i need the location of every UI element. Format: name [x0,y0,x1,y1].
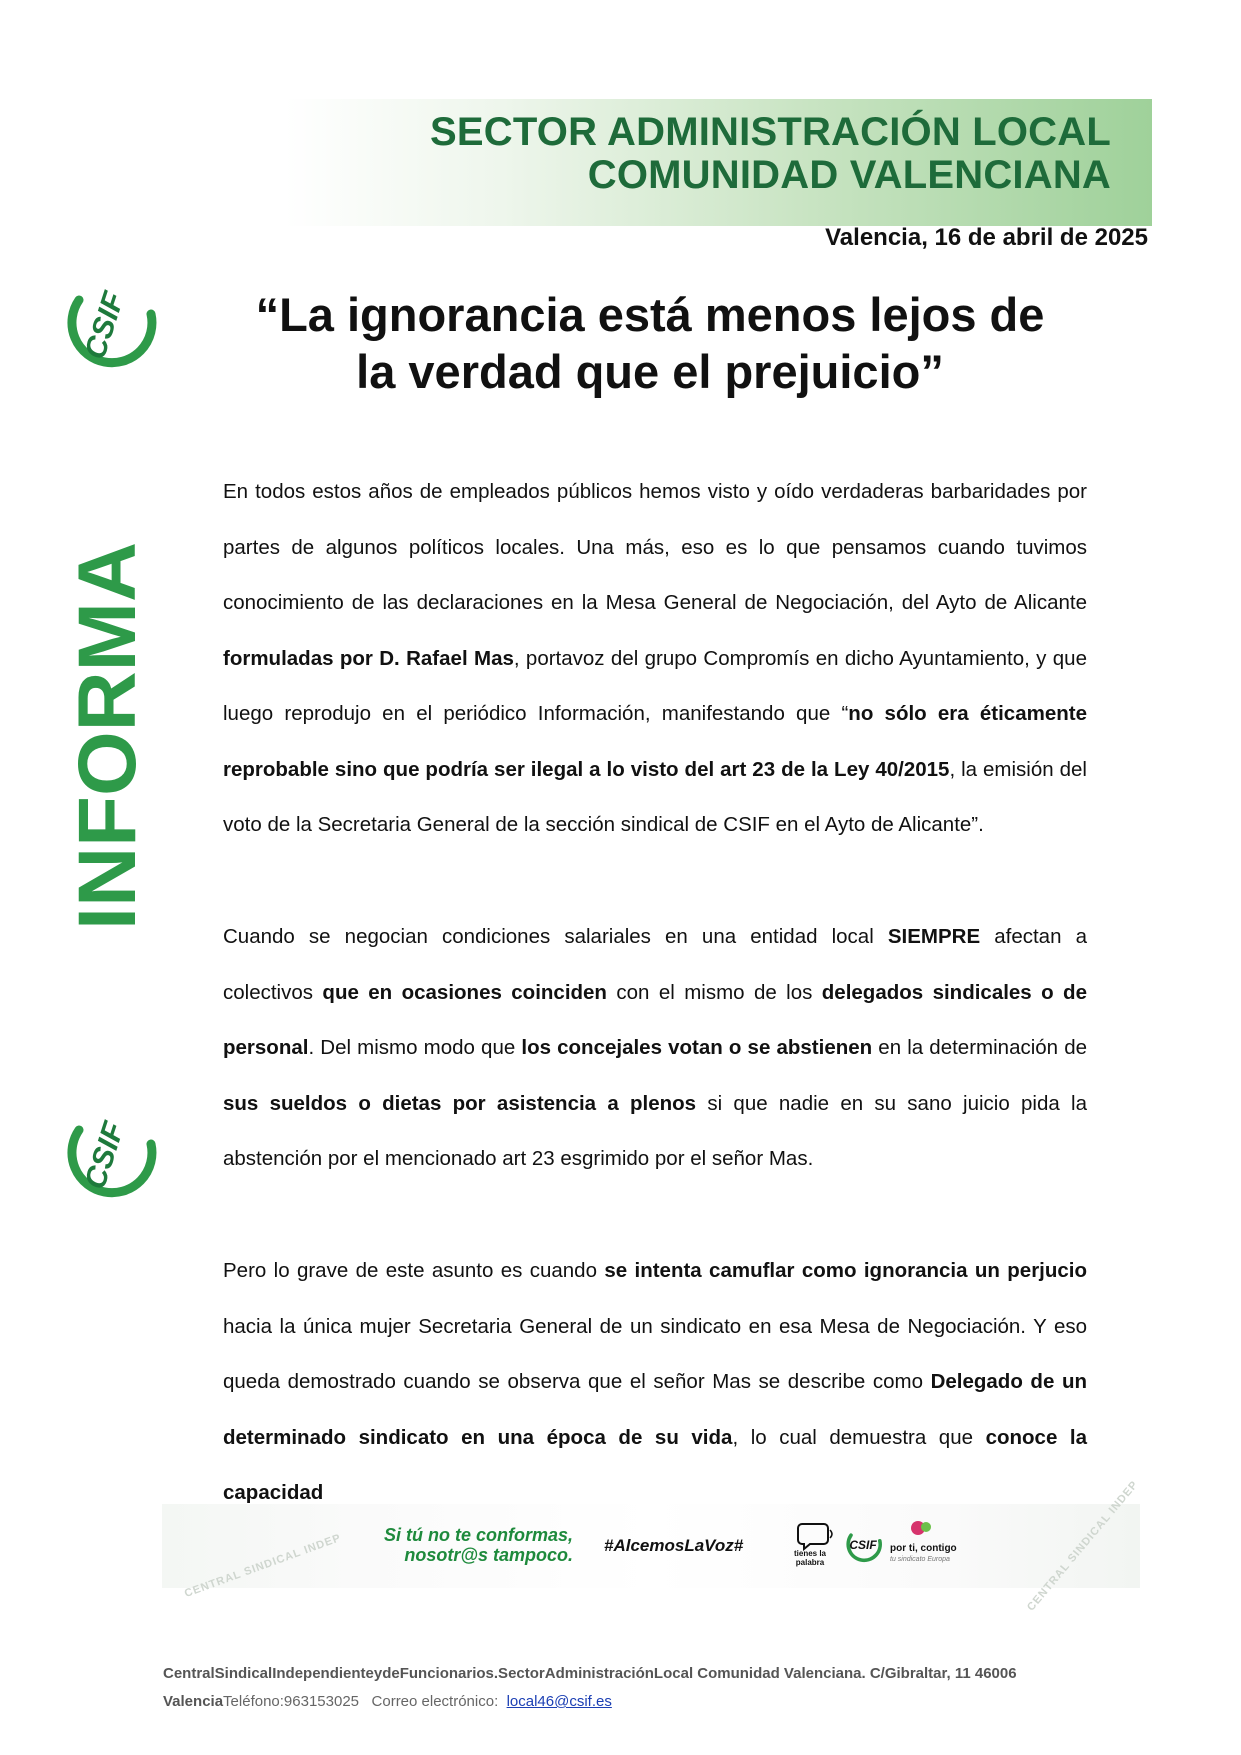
bold-run: sus sueldos o dietas por asistencia a plenos [223,1091,697,1115]
bold-run: no sólo era éticamente reprobable sino que podría ser ilegal a lo visto del art 23 de la Ley 40/2015 [223,702,1087,781]
footer-phone: Teléfono:963153025 [223,1693,360,1710]
text-run: , lo cual demuestra que [732,1425,986,1449]
por-ti-contigo-subtext: tu sindicato Europa [890,1556,950,1563]
csif-logo [59,272,159,372]
banner-watermark: CENTRAL SINDICAL INDEP [182,1532,343,1600]
text-run: si que nadie en su sano juicio pida la abstención por el mencionado art 23 esgrimido por el señor Mas. [223,1091,1087,1170]
slogan-line-1: Si tú no te conformas, [383,1525,573,1545]
bold-run: SIEMPRE [887,925,981,948]
text-run: Pero lo grave de este asunto es cuando [223,1259,605,1282]
bold-run: Delegado de un determinado sindicato en una época de su vida [223,1370,1087,1449]
footer-address: CentralSindicalIndependienteydeFuncionarios.SectorAdministraciónLocal Comunidad Valenciana. C/Gibraltar, 11 46006 [163,1665,1017,1682]
banner-hashtag: #AlcemosLaVoz# [604,1536,744,1555]
header-line-1: SECTOR ADMINISTRACIÓN LOCAL [430,110,1111,154]
tienes-line-2: palabra [795,1558,825,1567]
headline-line-1: “La ignorancia está menos lejos de [255,288,1045,341]
bold-run: los concejales votan o se abstienen [521,1036,873,1059]
informa-text: INFORMA [62,547,153,930]
csif-logo-secondary [59,1102,159,1202]
csif-banner-logo [843,1524,883,1564]
text-run: hacia la única mujer Secretaria General de un sindicato en esa Mesa de Negociación. Y eso queda demostrado cuando se observa que el señor Mas se describe como [223,1314,1087,1393]
text-run: Cuando se negocian condiciones salariales en una entidad local [223,925,888,948]
headline-line-2: la verdad que el prejuicio” [356,345,944,398]
informa-label [62,540,153,932]
text-run: con el mismo de los [606,980,822,1004]
footer-city: Valencia [163,1693,224,1710]
text-run: En todos estos años de empleados públicos hemos visto y oído verdaderas barbaridades por partes de algunos políticos locales. Una más, eso es lo que pensamos cuando tuvimos conocimiento de las declaraciones en la Mesa General de Negociación, del Ayto de Alicante [223,480,1087,614]
slogan-line-2: nosotr@s tampoco. [404,1545,573,1565]
footer-email-link[interactable]: local46@csif.es [506,1693,612,1710]
paragraph-3 [223,1243,1087,1521]
bold-run: conoce la capacidad [223,1425,1088,1504]
header-title [430,111,1111,197]
csif-logo-text: CSIF [78,288,131,364]
paragraph-1 [223,464,1087,853]
text-run: , portavoz del grupo Compromís en dicho Ayuntamiento, y que luego reprodujo en el periódico Información, manifestando que “ [223,646,1087,725]
bold-run: se intenta camuflar como ignorancia un perjucio [604,1259,1088,1282]
text-run: . Del mismo modo que [308,1036,522,1059]
tienes-la-palabra-logo [792,1549,828,1567]
text-run: afectan a colectivos [223,925,1087,1004]
text-run: , la emisión del voto de la Secretaria General de la sección sindical de CSIF en el Ayto de Alicante”. [223,757,1087,836]
header-line-2: COMUNIDAD VALENCIANA [587,153,1111,197]
tienes-line-1: tienes la [793,1549,826,1558]
por-ti-contigo-text: por ti, contigo [890,1543,957,1554]
footer-email-label: Correo electrónico: [359,1693,507,1710]
banner-watermark: CENTRAL SINDICAL INDEP [1025,1478,1141,1614]
bold-run: delegados sindicales o de personal [223,980,1087,1059]
document-date: Valencia, 16 de abril de 2025 [825,224,1148,251]
banner-slogan [373,1525,573,1565]
footer [163,1660,1113,1716]
bold-run: formuladas por D. Rafael Mas [223,646,514,670]
bold-run: que en ocasiones coinciden [322,980,607,1004]
csif-banner-logo-text: CSIF [849,1537,877,1552]
headline [200,286,1100,400]
paragraph-2 [223,909,1087,1187]
text-run: en la determinación de [872,1036,1087,1059]
csif-logo-text: CSIF [78,1118,131,1194]
